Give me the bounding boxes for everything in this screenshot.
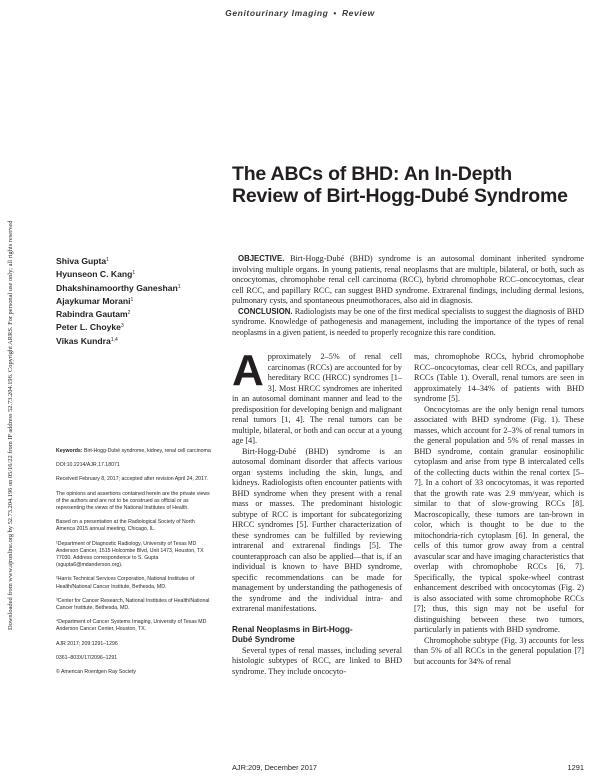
body-paragraph: Several types of renal masses, including several histologic subtypes of RCC, are linked to BHD syndrome. They include oncocyto- bbox=[232, 645, 402, 676]
drop-cap: A bbox=[232, 346, 264, 395]
affiliation-4: ⁴Department of Cancer Systems Imaging, University of Texas MD Anderson Cancer Center, Houston, TX. bbox=[56, 619, 207, 633]
keywords-text: Birt-Hogg-Dubé syndrome, kidney, renal cell carcinoma bbox=[83, 448, 211, 454]
affiliation-2: ²Harris Technical Services Corporation, National Institutes of Health/National Cancer Institute, Bethesda, MD. bbox=[56, 576, 195, 590]
author: Peter L. Choyke$^3$ bbox=[56, 322, 124, 333]
article-title bbox=[232, 163, 582, 207]
body-paragraph: mas, chromophobe RCCs, hybrid chromophobe RCC–oncocytomas, clear cell RCCs, and papillary RCCs (Table 1). Overall, renal tumors are seen in approximately 14–34% of patients with BHD syndrome [5]. bbox=[414, 352, 584, 403]
issn: 0361–803X/17/2096–1291 bbox=[56, 654, 118, 661]
affiliation-1: ¹Department of Diagnostic Radiology, University of Texas MD Anderson Cancer, 1515 Holcombe Blvd, Unit 1473, Houston, TX 77030. Address correspondence to S. Gupta (sgupta6@mdanderson.org). bbox=[56, 540, 204, 569]
author: Ajaykumar Morani$^1$ bbox=[56, 295, 134, 306]
article-info-sidebar bbox=[56, 448, 211, 683]
author: Vikas Kundra$^{1,4}$ bbox=[56, 335, 118, 346]
objective-text: Birt-Hogg-Dubé (BHD) syndrome is an autosomal dominant inherited syndrome involving multiple organs. In young patients, renal neoplasms that are multiple, bilateral, or both, such as oncocytomas, chromophobe renal cell carcinoma (RCC), hybrid chromophobe RCC–oncocytomas, clear cell RCC, and papillary RCC, can suggest BHD syndrome. Extrarenal findings, including dermal lesions, pulmonary cysts, and spontaneous pneumothoraces, also aid in diagnosis. bbox=[232, 254, 584, 305]
affiliation-3: ³Center for Cancer Research, National Institutes of Health/National Cancer Institute, Bethesda, MD. bbox=[56, 597, 210, 612]
presentation-note: Based on a presentation at the Radiological Society of North America 2015 annual meeting, Chicago, IL. bbox=[56, 519, 195, 533]
body-paragraph: Birt-Hogg-Dubé (BHD) syndrome is an autosomal dominant disorder that affects various organ systems including the skin, lungs, and kidneys. Radiologists often encounter patients with BHD syndrome when they present with a renal mass or masses. The predominant histologic subtype of RCC is important for subcategorizing HRCC syndromes [5]. Further characterization of these syndromes can be fulfilled by reviewing intrarenal and extrarenal findings [5]. The counterapproach can also be applied—that is, if an individual is known to have BHD syndrome, specific recommendations can be made for management by understanding the pathogenesis of the syndrome and the individual intra- and extrarenal manifestations. bbox=[232, 446, 402, 613]
section-header bbox=[0, 8, 600, 18]
citation: AJR 2017; 209:1291–1296 bbox=[56, 640, 118, 647]
author: Rabindra Gautam$^2$ bbox=[56, 309, 131, 320]
disclaimer: The opinions and assertions contained herein are the private views of the authors and are not to be construed as official or as representing the views of the National Institutes of Health. bbox=[56, 490, 210, 512]
intro-paragraph bbox=[232, 346, 402, 447]
section-label: Genitourinary Imaging bbox=[225, 8, 329, 18]
title-line-2: Review of Birt-Hogg-Dubé Syndrome bbox=[232, 185, 568, 207]
received-date: Received February 8, 2017; accepted after revision April 24, 2017. bbox=[56, 476, 209, 483]
keywords-label: Keywords: bbox=[56, 448, 83, 454]
section-bullet: • bbox=[333, 8, 337, 18]
page-number: 1291 bbox=[567, 763, 584, 772]
conclusion-label: CONCLUSION. bbox=[238, 306, 293, 316]
body-paragraph: Oncocytomas are the only benign renal tumors associated with BHD syndrome (Fig. 1). These masses, which account for 2–3% of renal tumors in the general population and 5% of renal masses in BHD syndrome, contain granular eosinophilic cytoplasm and arise from type B intercalated cells of the collecting ducts within the renal cortex [5–7]. In a cohort of 33 oncocytomas, it was reported that the growth rate was 2.9 mm/year, which is similar to that of slow-growing RCCs [8]. Macroscopically, these tumors are tan-brown in color, which is thought to be due to the mitochondria-rich cytoplasm [6]. In general, the cells of this tumor grow away from a central avascular scar and have imaging characteristics that overlap with chromophobe RCCs [6, 7]. Specifically, the typical spoke-wheel contrast enhancement described with oncocytomas (Fig. 2) is also associated with some chromophobe RCCs [7]; thus, this sign may not be useful for distinguishing between these two tumors, particularly in patients with BHD syndrome. bbox=[414, 404, 584, 634]
author: Hyunseon C. Kang$^1$ bbox=[56, 269, 136, 280]
section-heading: Renal Neoplasms in Birt-Hogg- Dubé Syndrome bbox=[232, 624, 353, 644]
journal-footer: AJR:209, December 2017 bbox=[232, 763, 318, 772]
author-list bbox=[56, 254, 216, 347]
intro-text: pproximately 2–5% of renal cell carcinomas (RCCs) are accounted for by hereditary RCC (HRCC) syndromes [1–3]. Most HRCC syndromes are inherited in an autosomal dominant manner and lead to the predisposition for developing benign and malignant renal tumors [1, 4]. The renal tumors can be multiple, bilateral, or both and can occur at a young age [4]. bbox=[232, 352, 402, 445]
objective-label: OBJECTIVE. bbox=[238, 254, 285, 263]
section-type: Review bbox=[341, 8, 375, 18]
body-column-2 bbox=[414, 352, 584, 667]
keywords bbox=[56, 448, 211, 455]
title-line-1: The ABCs of BHD: An In-Depth bbox=[232, 163, 513, 185]
download-watermark: Downloaded from www.ajronline.org by 52.73.204.196 on 05/16/22 from IP address 52.73.204.196. Copyright ARRS. For personal use only; all rights reserved bbox=[7, 220, 14, 630]
conclusion-text: Radiologists may be one of the first medical specialists to suggest the diagnosis of BHD syndrome. Knowledge of pathogenesis and management, including the importance of the types of renal neoplasms in a given patient, is needed to properly recognize this rare condition. bbox=[232, 306, 585, 337]
copyright: © American Roentgen Ray Society bbox=[56, 669, 136, 676]
author: Dhakshinamoorthy Ganeshan$^1$ bbox=[56, 282, 181, 293]
abstract-objective bbox=[232, 254, 584, 307]
body-paragraph: Chromophobe subtype (Fig. 3) accounts for less than 5% of all RCCs in the general population [7] but accounts for 34% of renal bbox=[414, 635, 584, 666]
abstract-conclusion bbox=[232, 307, 584, 339]
abstract bbox=[232, 254, 584, 338]
doi: DOI:10.2214/AJR.17.18071 bbox=[56, 462, 120, 469]
body-column-1 bbox=[232, 346, 402, 677]
author: Shiva Gupta$^1$ bbox=[56, 256, 109, 266]
